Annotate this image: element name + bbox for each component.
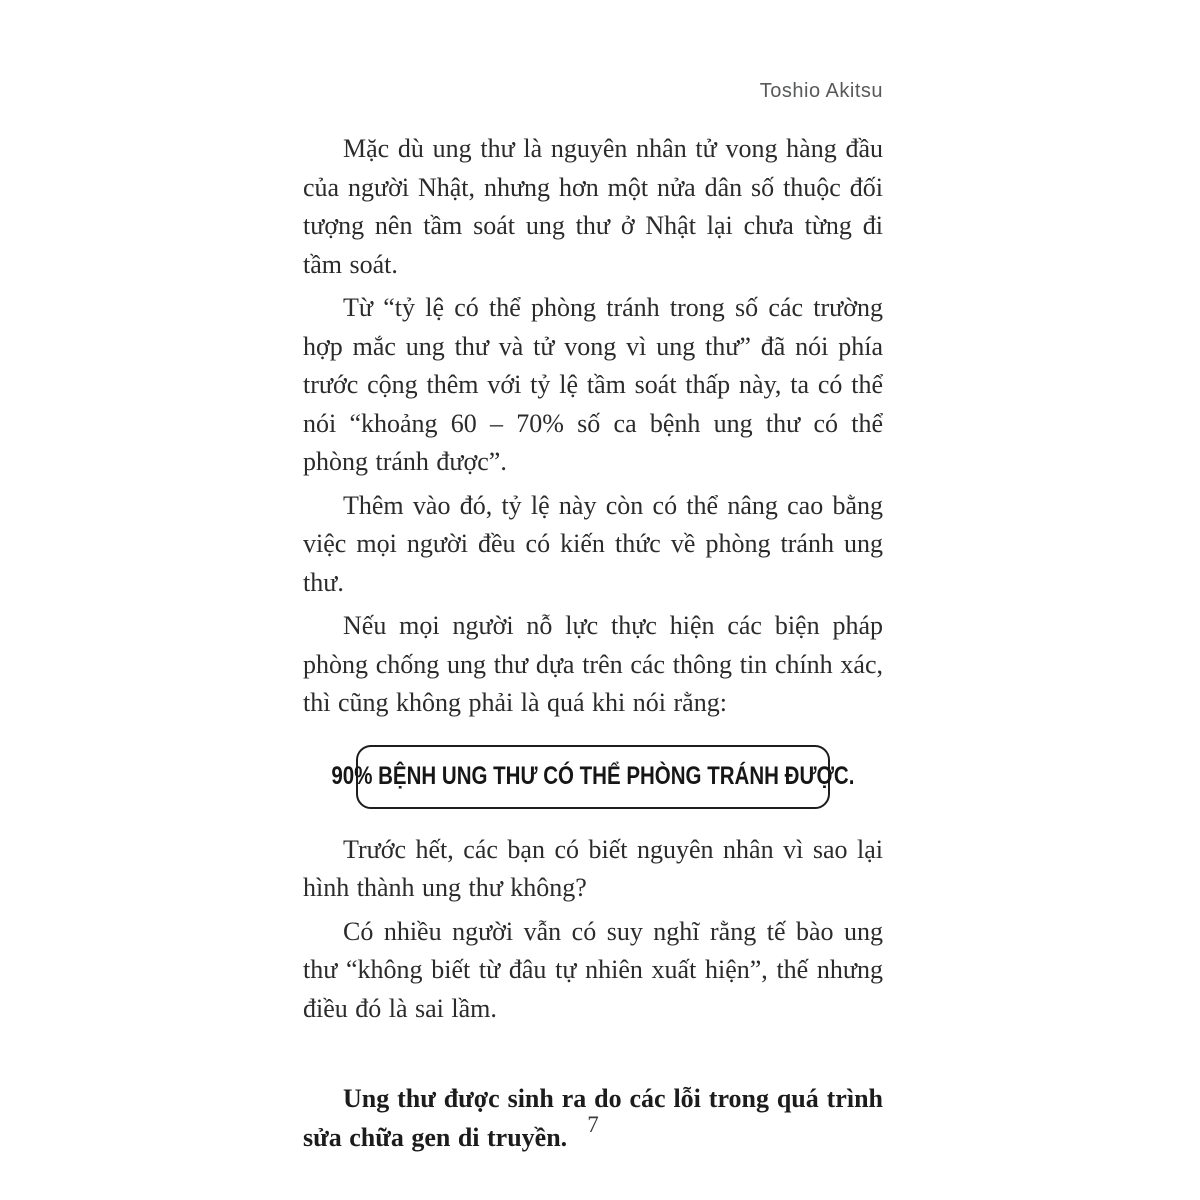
paragraph: Mặc dù ung thư là nguyên nhân tử vong hàng đầu của người Nhật, nhưng hơn một nửa dân số thuộc đối tượng nên tầm soát ung thư ở Nhật lại chưa từng đi tầm soát. bbox=[303, 134, 883, 279]
paragraph: Trước hết, các bạn có biết nguyên nhân vì sao lại hình thành ung thư không? bbox=[303, 834, 883, 902]
paragraph: Có nhiều người vẫn có suy nghĩ rằng tế bào ung thư “không biết từ đâu tự nhiên xuất hiện”, thế nhưng điều đó là sai lầm. bbox=[303, 916, 883, 1023]
page-number: 7 bbox=[587, 1112, 599, 1137]
callout-box bbox=[331, 745, 855, 809]
running-head-author: Toshio Akitsu bbox=[759, 80, 883, 102]
content-column bbox=[303, 130, 883, 1162]
emphasis-paragraph: Ung thư được sinh ra do các lỗi trong quá trình sửa chữa gen di truyền. bbox=[303, 1084, 883, 1152]
paragraph: Nếu mọi người nỗ lực thực hiện các biện pháp phòng chống ung thư dựa trên các thông tin chính xác, thì cũng không phải là quá khi nói rằng: bbox=[303, 611, 883, 717]
paragraph: Từ “tỷ lệ có thể phòng tránh trong số các trường hợp mắc ung thư và tử vong vì ung thư” đã nói phía trước cộng thêm với tỷ lệ tầm soát thấp này, ta có thể nói “khoảng 60 – 70% số ca bệnh ung thư có thể phòng tránh được”. bbox=[303, 293, 883, 476]
paragraph: Thêm vào đó, tỷ lệ này còn có thể nâng cao bằng việc mọi người đều có kiến thức về phòng tránh ung thư. bbox=[303, 490, 883, 597]
callout-text: 90% BỆNH UNG THƯ CÓ THỂ PHÒNG TRÁNH ĐƯỢC. bbox=[331, 762, 855, 790]
